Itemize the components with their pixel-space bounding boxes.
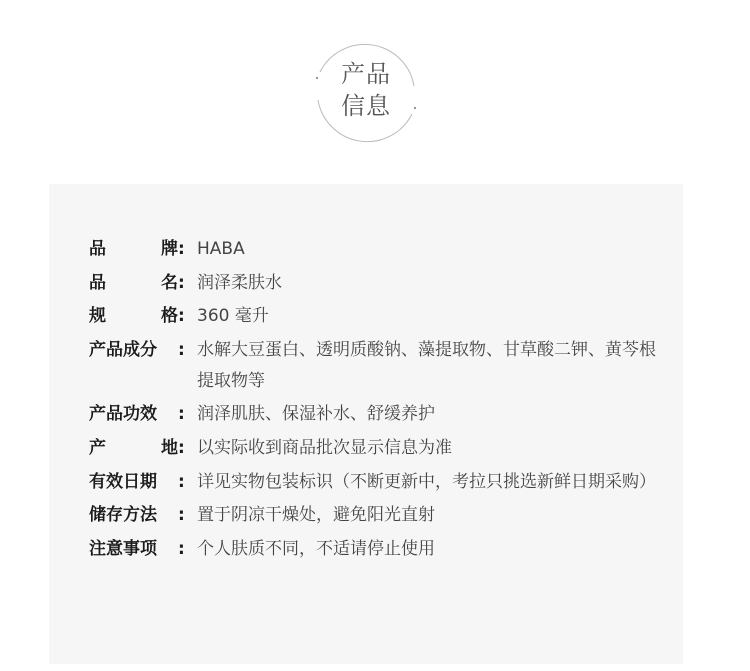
info-label-text: 品名 [89, 272, 178, 293]
info-label [89, 301, 197, 332]
info-row [89, 534, 659, 565]
info-row [89, 500, 659, 531]
info-value: 以实际收到商品批次显示信息为准 [197, 437, 452, 458]
info-label-colon: : [178, 437, 185, 458]
info-label [89, 467, 197, 498]
info-value: 个人肤质不同，不适请停止使用 [197, 538, 435, 559]
info-label-colon: : [178, 471, 185, 492]
info-label-colon: : [178, 404, 185, 425]
product-info-list [89, 234, 659, 567]
info-row [89, 335, 659, 397]
info-value: HABA [197, 239, 245, 259]
info-row [89, 234, 659, 265]
info-label-colon: : [178, 538, 185, 559]
info-value: 润泽肌肤、保湿补水、舒缓养护 [197, 404, 435, 425]
section-title-line2: 信息 [341, 92, 391, 120]
info-label [89, 335, 197, 397]
info-label-text: 品牌 [89, 239, 178, 259]
info-label-text: 产品成分 [89, 339, 157, 360]
info-value: 置于阴凉干燥处，避免阳光直射 [197, 505, 435, 526]
info-label-text: 有效日期 [89, 471, 157, 492]
info-label [89, 500, 197, 531]
info-label [89, 399, 197, 430]
info-label-text: 储存方法 [89, 505, 157, 526]
section-title [314, 58, 418, 122]
section-title-badge [314, 42, 418, 146]
info-label-text: 产地 [89, 437, 178, 458]
info-label [89, 268, 197, 299]
info-label [89, 433, 197, 464]
product-info-panel [49, 184, 683, 664]
info-label-text: 注意事项 [89, 538, 157, 559]
info-row [89, 433, 659, 464]
info-label-text: 产品功效 [89, 404, 157, 425]
info-label-colon: : [178, 505, 185, 526]
info-label-colon: : [178, 339, 185, 360]
info-label [89, 534, 197, 565]
info-value: 详见实物包装标识（不断更新中，考拉只挑选新鲜日期采购） [197, 471, 656, 492]
info-value: 360 毫升 [197, 306, 269, 327]
info-value: 润泽柔肤水 [197, 272, 282, 293]
info-row [89, 268, 659, 299]
info-label [89, 234, 197, 265]
info-label-colon: : [178, 239, 185, 259]
info-row [89, 301, 659, 332]
info-row [89, 467, 659, 498]
info-value: 水解大豆蛋白、透明质酸钠、藻提取物、甘草酸二钾、黄芩根提取物等 [197, 339, 656, 391]
info-label-colon: : [178, 272, 185, 293]
section-title-line1: 产品 [341, 60, 391, 88]
info-label-colon: : [178, 306, 185, 327]
info-label-text: 规格 [89, 306, 178, 327]
info-row [89, 399, 659, 430]
